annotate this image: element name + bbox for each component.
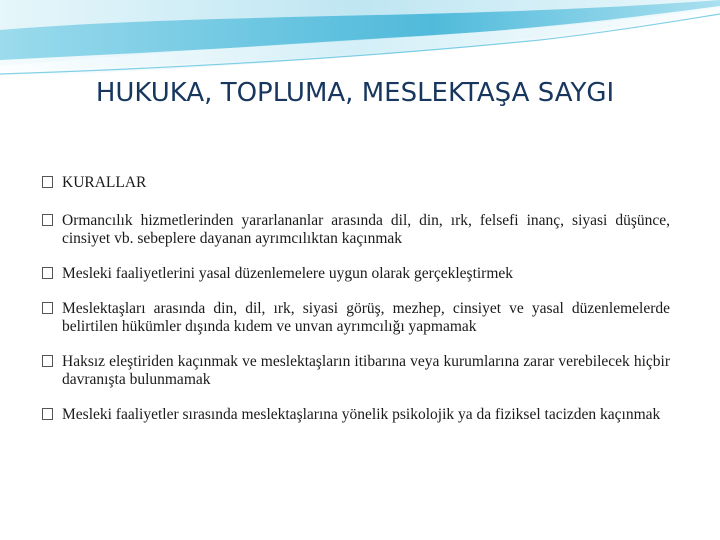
wave-header-decoration [0,0,720,90]
bullet-text: Haksız eleştiriden kaçınmak ve meslektaşların itibarına veya kurumlarına zarar verebilecek hiçbir davranışta bulunmamak [62,353,670,388]
bullet-item [42,265,670,283]
bullet-item [42,406,670,424]
bullet-box-icon [42,408,53,420]
bullet-text: KURALLAR [62,174,147,191]
bullet-box-icon [42,302,53,314]
bullet-item [42,353,670,389]
bullet-text: Mesleki faaliyetlerini yasal düzenlemelere uygun olarak gerçekleştirmek [62,265,514,282]
bullet-item [42,300,670,336]
bullet-item [42,174,670,192]
slide-title: HUKUKA, TOPLUMA, MESLEKTAŞA SAYGI [95,78,615,108]
bullet-text: Ormancılık hizmetlerinden yararlananlar arasında dil, din, ırk, felsefi inanç, siyasi düşünce, cinsiyet vb. sebeplere dayanan ayrımcılıktan kaçınmak [62,212,670,247]
bullet-text: Mesleki faaliyetler sırasında meslektaşlarına yönelik psikolojik ya da fiziksel tacizden kaçınmak [62,406,661,423]
bullet-text: Meslektaşları arasında din, dil, ırk, siyasi görüş, mezhep, cinsiyet ve yasal düzenlemelerde belirtilen hükümler dışında kıdem ve unvan ayrımcılığı yapmamak [62,300,670,335]
bullet-box-icon [42,214,53,226]
bullet-box-icon [42,355,53,367]
bullet-list [42,174,670,424]
bullet-box-icon [42,267,53,279]
bullet-box-icon [42,176,53,188]
bullet-item [42,212,670,248]
